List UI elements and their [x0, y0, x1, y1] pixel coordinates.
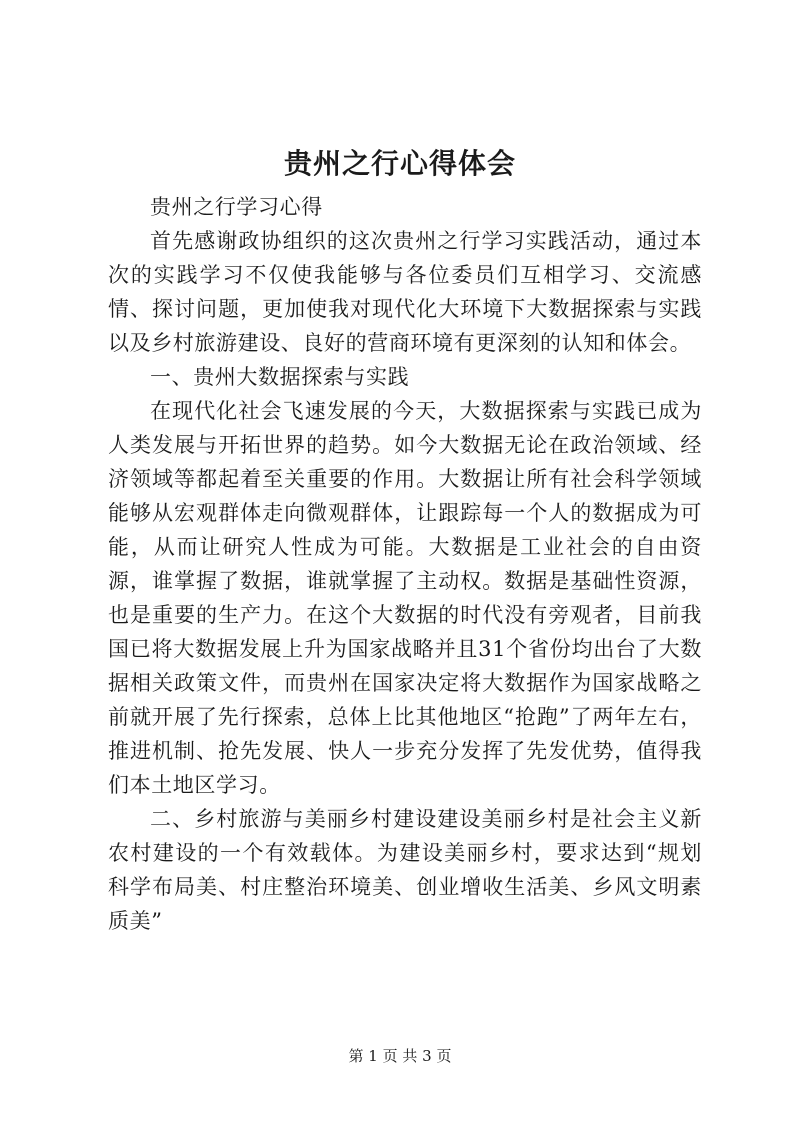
page-footer: 第 1 页 共 3 页: [348, 1047, 452, 1065]
section-heading-1: 一、贵州大数据探索与实践: [150, 365, 410, 389]
paragraph-intro: 首先感谢政协组织的这次贵州之行学习实践活动，通过本次的实践学习不仅使我能够与各位委员们互相学习、交流感情、探讨问题，更加使我对现代化大环境下大数据探索与实践以及乡村旅游建设、良好的营商环境有更深刻的认知和体会。: [108, 229, 702, 355]
paragraph-subtitle: 贵州之行学习心得: [150, 195, 323, 219]
document-body: [108, 190, 702, 938]
paragraph-big-data: 在现代化社会飞速发展的今天，大数据探索与实践已成为人类发展与开拓世界的趋势。如今大数据无论在政治领域、经济领域等都起着至关重要的作用。大数据让所有社会科学领域能够从宏观群体走向微观群体，让跟踪每一个人的数据成为可能，从而让研究人性成为可能。大数据是工业社会的自由资源，谁掌握了数据，谁就掌握了主动权。数据是基础性资源，也是重要的生产力。在这个大数据的时代没有旁观者，目前我国已将大数据发展上升为国家战略并且31个省份均出台了大数据相关政策文件，而贵州在国家决定将大数据作为国家战略之前就开展了先行探索，总体上比其他地区“抢跑”了两年左右，推进机制、抢先发展、快人一步充分发挥了先发优势，值得我们本土地区学习。: [108, 399, 702, 797]
paragraph-rural-tourism: 二、乡村旅游与美丽乡村建设建设美丽乡村是社会主义新农村建设的一个有效载体。为建设美丽乡村，要求达到“规划科学布局美、村庄整治环境美、创业增收生活美、乡风文明素质美”: [108, 807, 702, 933]
document-title: 贵州之行心得体会: [283, 147, 516, 180]
